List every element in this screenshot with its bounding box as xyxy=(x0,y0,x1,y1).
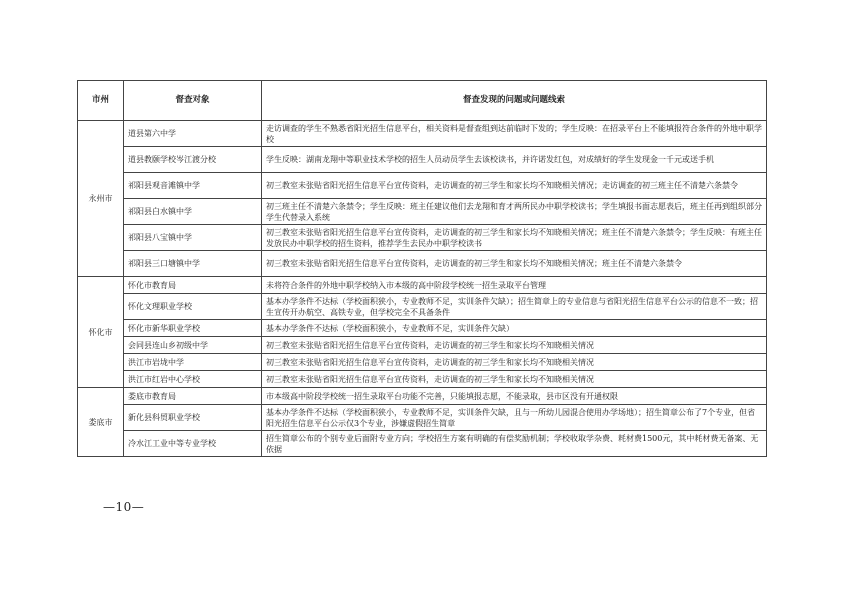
target-cell: 祁阳县白水镇中学 xyxy=(124,199,262,225)
issue-cell: 初三班主任不清楚六条禁令；学生反映：班主任建议他们去龙翔和育才两所民办中职学校读书；学生填报书面志愿表后，班主任再到组织部分学生代替录入系统 xyxy=(262,199,767,225)
table-row xyxy=(78,405,767,431)
issue-cell: 基本办学条件不达标（学校面积狭小，专业教师不足，实训条件欠缺）；招生简章上的专业信息与省阳光招生信息平台公示的信息不一致；招生宣传开办航空、高铁专业，但学校完全不具备条件 xyxy=(262,294,767,320)
target-cell: 怀化文理职业学校 xyxy=(124,294,262,320)
target-cell: 道县第六中学 xyxy=(124,121,262,147)
issue-cell: 初三教室未张贴省阳光招生信息平台宣传资料，走访调查的初三学生和家长均不知晓相关情况 xyxy=(262,371,767,388)
target-cell: 祁阳县八宝镇中学 xyxy=(124,225,262,251)
issue-cell: 走访调查的学生不熟悉省阳光招生信息平台，相关资料是督查组到达前临时下发的；学生反映：在招录平台上不能填报符合条件的外地中职学校 xyxy=(262,121,767,147)
issue-cell: 未将符合条件的外地中职学校纳入市本级的高中阶段学校统一招生录取平台管理 xyxy=(262,277,767,294)
table-row xyxy=(78,199,767,225)
issue-cell: 招生简章公布的个别专业后面附专业方向；学校招生方案有明确的有偿奖励机制；学校收取学杂费、耗材费1500元，其中耗材费无备案、无依据 xyxy=(262,431,767,457)
target-cell: 怀化市教育局 xyxy=(124,277,262,294)
target-cell: 会同县连山乡初级中学 xyxy=(124,337,262,354)
table-row xyxy=(78,147,767,173)
issue-cell: 基本办学条件不达标（学校面积狭小，专业教师不足，实训条件欠缺） xyxy=(262,320,767,337)
header-target: 督查对象 xyxy=(124,81,262,121)
target-cell: 新化县科贸职业学校 xyxy=(124,405,262,431)
table-row xyxy=(78,294,767,320)
page-number: —10— xyxy=(103,500,145,514)
target-cell: 洪江市岩垅中学 xyxy=(124,354,262,371)
target-cell: 祁阳县三口塘镇中学 xyxy=(124,251,262,277)
issue-cell: 市本级高中阶段学校统一招生录取平台功能不完善，只能填报志愿，不能录取，县市区没有开通权限 xyxy=(262,388,767,405)
issue-cell: 初三教室未张贴省阳光招生信息平台宣传资料，走访调查的初三学生和家长均不知晓相关情况 xyxy=(262,337,767,354)
table-row xyxy=(78,431,767,457)
table-row xyxy=(78,371,767,388)
issue-cell: 初三教室未张贴省阳光招生信息平台宣传资料，走访调查的初三学生和家长均不知晓相关情况 xyxy=(262,354,767,371)
table-row xyxy=(78,225,767,251)
target-cell: 怀化市新华职业学校 xyxy=(124,320,262,337)
table-row xyxy=(78,173,767,199)
issue-cell: 初三教室未张贴省阳光招生信息平台宣传资料，走访调查的初三学生和家长均不知晓相关情况；班主任不清楚六条禁令；学生反映：有班主任发放民办中职学校的招生资料，推荐学生去民办中职学校读书 xyxy=(262,225,767,251)
issue-cell: 学生反映：湖南龙翔中等职业技术学校的招生人员动员学生去该校读书，并许诺发红包，对成绩好的学生发现金一千元或送手机 xyxy=(262,147,767,173)
table-row xyxy=(78,277,767,294)
issue-cell: 初三教室未张贴省阳光招生信息平台宣传资料，走访调查的初三学生和家长均不知晓相关情况；班主任不清楚六条禁令 xyxy=(262,251,767,277)
header-issue: 督查发现的问题或问题线索 xyxy=(262,81,767,121)
table-row xyxy=(78,337,767,354)
city-cell-yongzhou: 永州市 xyxy=(78,121,124,277)
header-city: 市州 xyxy=(78,81,124,121)
target-cell: 洪江市红岩中心学校 xyxy=(124,371,262,388)
inspection-table xyxy=(77,80,767,457)
issue-cell: 基本办学条件不达标（学校面积狭小，专业教师不足，实训条件欠缺，且与一所幼儿园混合使用办学场地）；招生简章公布了7个专业，但省阳光招生信息平台公示仅3个专业，涉嫌虚假招生简章 xyxy=(262,405,767,431)
issue-cell: 初三教室未张贴省阳光招生信息平台宣传资料，走访调查的初三学生和家长均不知晓相关情况；走访调查的初三班主任不清楚六条禁令 xyxy=(262,173,767,199)
table-row xyxy=(78,388,767,405)
table-row xyxy=(78,320,767,337)
target-cell: 祁阳县观音滩镇中学 xyxy=(124,173,262,199)
city-cell-loudi: 娄底市 xyxy=(78,388,124,457)
city-cell-huaihua: 怀化市 xyxy=(78,277,124,388)
table-row xyxy=(78,354,767,371)
target-cell: 娄底市教育局 xyxy=(124,388,262,405)
table-row xyxy=(78,121,767,147)
table-row xyxy=(78,251,767,277)
target-cell: 冷水江工业中等专业学校 xyxy=(124,431,262,457)
target-cell: 道县教颐学校岑江渡分校 xyxy=(124,147,262,173)
table-header-row xyxy=(78,81,767,121)
